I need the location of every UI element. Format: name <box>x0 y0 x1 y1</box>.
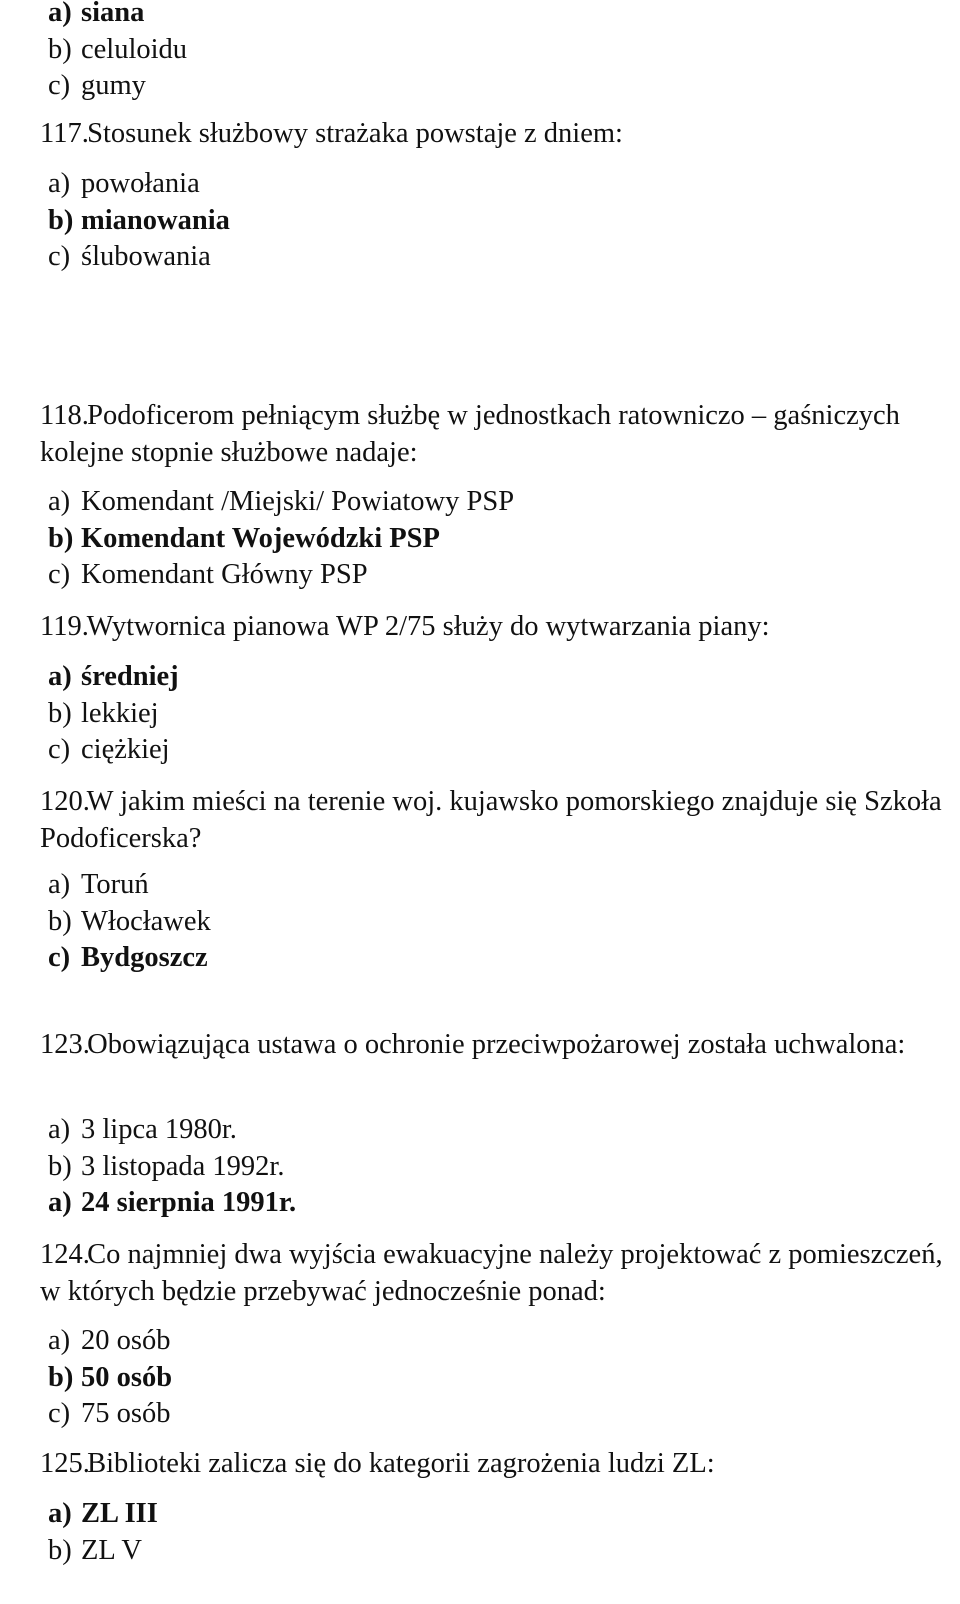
option-119-a: a) średniej <box>48 661 179 692</box>
question-number: 119. <box>40 611 89 642</box>
question-text: Biblioteki zalicza się do kategorii zagrożenia ludzi ZL: <box>87 1448 715 1479</box>
options-124 <box>48 1323 172 1433</box>
option-118-b: b) Komendant Wojewódzki PSP <box>48 522 440 554</box>
option-118-a: a) Komendant /Miejski/ Powiatowy PSP <box>48 486 515 517</box>
question-118 <box>40 397 950 471</box>
option-124-b: b) 50 osób <box>48 1361 173 1393</box>
question-number: 124. <box>40 1239 90 1270</box>
options-117 <box>48 166 230 276</box>
option-117-b: b) mianowania <box>48 204 230 236</box>
option-123-a: a) 3 lipca 1980r. <box>48 1114 237 1145</box>
option-120-a: a) Toruń <box>48 869 149 900</box>
option-124-c: c) 75 osób <box>48 1398 171 1429</box>
option-125-a: a) ZL III <box>48 1498 158 1529</box>
option-116-c: c) gumy <box>48 70 146 101</box>
question-number: 117. <box>40 118 89 149</box>
options-125 <box>48 1496 158 1569</box>
option-123-c: a) 24 sierpnia 1991r. <box>48 1187 297 1218</box>
options-123 <box>48 1112 296 1222</box>
question-124 <box>40 1236 950 1310</box>
option-117-c: c) ślubowania <box>48 241 211 272</box>
option-117-a: a) powołania <box>48 168 200 199</box>
question-text: Stosunek służbowy strażaka powstaje z dniem: <box>87 118 623 149</box>
option-119-b: b) lekkiej <box>48 697 159 729</box>
option-116-b: b) celuloidu <box>48 33 188 65</box>
question-text: Podoficerom pełniącym służbę w jednostkach ratowniczo – gaśniczych kolejne stopnie służbowe nadaje: <box>40 400 900 468</box>
question-125 <box>40 1445 950 1482</box>
options-119 <box>48 659 179 769</box>
option-120-c: c) Bydgoszcz <box>48 942 208 973</box>
question-120 <box>40 783 950 857</box>
option-124-a: a) 20 osób <box>48 1325 171 1356</box>
question-text: Co najmniej dwa wyjścia ewakuacyjne należy projektować z pomieszczeń, w których będzie przebywać jednocześnie ponad: <box>40 1239 943 1307</box>
question-number: 118. <box>40 400 89 431</box>
question-123 <box>40 1026 950 1063</box>
option-118-c: c) Komendant Główny PSP <box>48 559 368 590</box>
question-119 <box>40 608 950 645</box>
question-number: 123. <box>40 1029 90 1060</box>
question-text: Wytwornica pianowa WP 2/75 służy do wytwarzania piany: <box>86 611 770 642</box>
option-123-b: b) 3 listopada 1992r. <box>48 1150 285 1182</box>
question-117 <box>40 115 950 152</box>
question-text: W jakim mieści na terenie woj. kujawsko pomorskiego znajduje się Szkoła Podoficerska? <box>40 786 942 854</box>
question-number: 125. <box>40 1448 90 1479</box>
option-119-c: c) ciężkiej <box>48 734 170 765</box>
option-120-b: b) Włocławek <box>48 905 211 937</box>
question-number: 120. <box>40 786 90 817</box>
option-116-a: a) siana <box>48 0 145 28</box>
options-116 <box>48 0 187 105</box>
option-125-b: b) ZL V <box>48 1534 142 1566</box>
question-text: Obowiązująca ustawa o ochronie przeciwpożarowej została uchwalona: <box>87 1029 906 1060</box>
options-120 <box>48 867 211 977</box>
options-118 <box>48 484 514 594</box>
